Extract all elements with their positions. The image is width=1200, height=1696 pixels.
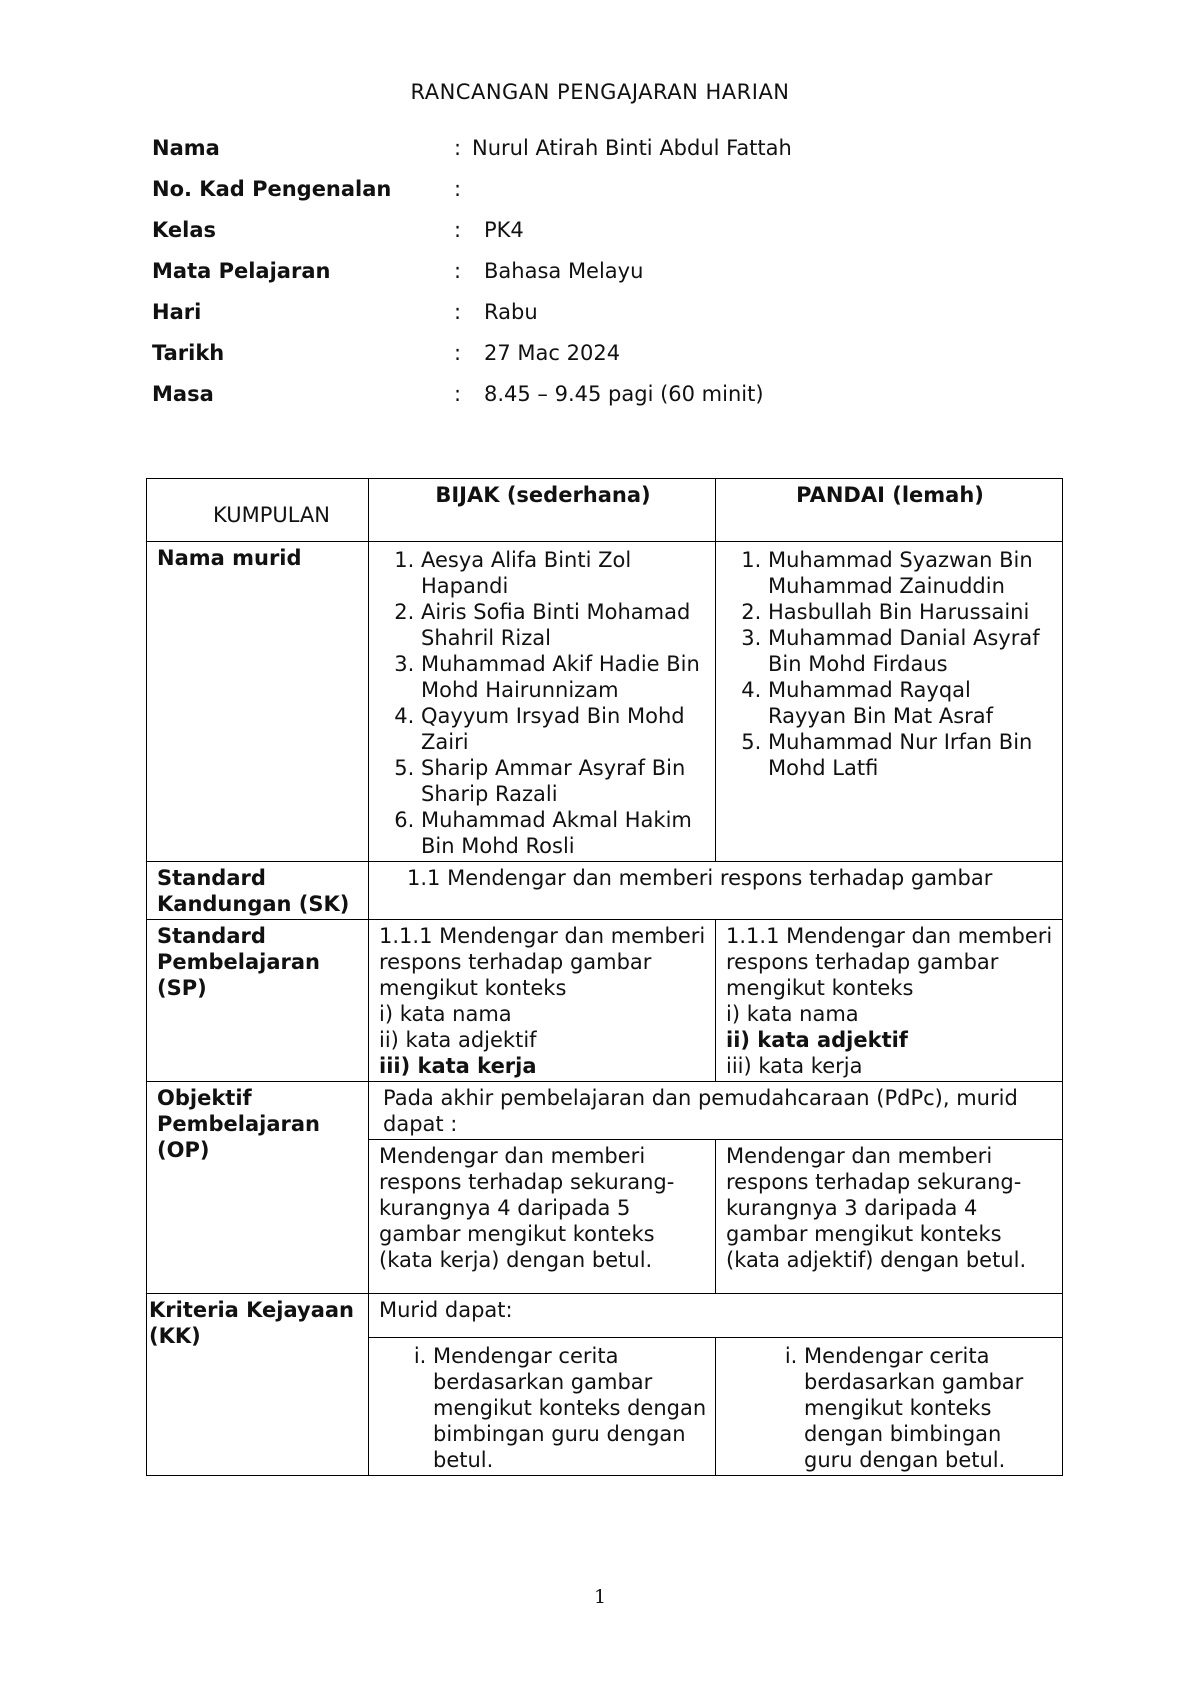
info-label: Kelas: [152, 218, 217, 242]
cell-pandai-kk: [716, 1338, 1063, 1476]
info-row-mata-pelajaran: [152, 259, 1052, 300]
info-value: Nurul Atirah Binti Abdul Fattah: [472, 136, 792, 160]
op-pandai: Mendengar dan memberi respons terhadap sekurang-kurangnya 3 daripada 4 gambar mengikut konteks (kata adjektif) dengan betul.: [716, 1140, 1063, 1294]
info-row-kelas: [152, 218, 1052, 259]
row-label-op: Objektif Pembelajaran (OP): [147, 1082, 369, 1294]
sp-item-iii: iii) kata kerja: [726, 1054, 863, 1078]
list-item: 1. Aesya Alifa Binti Zol Hapandi: [421, 547, 707, 599]
table-row-op-intro: [147, 1082, 1063, 1140]
op-intro: Pada akhir pembelajaran dan pemudahcaraan (PdPc), murid dapat :: [369, 1082, 1063, 1140]
kk-list-pandai: [726, 1343, 1054, 1473]
info-value: PK4: [484, 218, 524, 242]
kk-intro: Murid dapat:: [369, 1294, 1063, 1338]
table-row-sp: [147, 920, 1063, 1082]
info-colon: :: [454, 382, 462, 406]
sp-item-ii: ii) kata adjektif: [379, 1028, 537, 1052]
info-colon: :: [454, 136, 462, 160]
header-bijak: BIJAK (sederhana): [369, 479, 716, 542]
sp-item-i: i) kata nama: [726, 1002, 859, 1026]
info-label: Nama: [152, 136, 220, 160]
table-row-kk-intro: [147, 1294, 1063, 1338]
student-list-bijak: [379, 547, 707, 859]
info-row-masa: [152, 382, 1052, 423]
info-colon: :: [454, 218, 462, 242]
info-label: Tarikh: [152, 341, 225, 365]
list-item: 4. Qayyum Irsyad Bin Mohd Zairi: [421, 703, 707, 755]
list-item: 2. Hasbullah Bin Harussaini: [768, 599, 1054, 625]
info-value: 8.45 – 9.45 pagi (60 minit): [484, 382, 764, 406]
header-pandai: PANDAI (lemah): [716, 479, 1063, 542]
info-colon: :: [454, 177, 462, 201]
info-label: Masa: [152, 382, 214, 406]
row-label-nama-murid: Nama murid: [147, 542, 369, 862]
info-colon: :: [454, 300, 462, 324]
list-item: 3. Muhammad Akif Hadie Bin Mohd Hairunnizam: [421, 651, 707, 703]
list-item: i. Mendengar cerita berdasarkan gambar mengikut konteks dengan bimbingan guru dengan betul.: [433, 1343, 707, 1473]
list-item: 6. Muhammad Akmal Hakim Bin Mohd Rosli: [421, 807, 707, 859]
list-item: 2. Airis Sofia Binti Mohamad Shahril Rizal: [421, 599, 707, 651]
info-row-kad-pengenalan: [152, 177, 1052, 218]
table-row-sk: [147, 862, 1063, 920]
list-item: 3. Muhammad Danial Asyraf Bin Mohd Firdaus: [768, 625, 1054, 677]
list-item: 4. Muhammad Rayqal Rayyan Bin Mat Asraf: [768, 677, 1054, 729]
cell-bijak-sp: [369, 920, 716, 1082]
cell-pandai-sp: [716, 920, 1063, 1082]
info-colon: :: [454, 259, 462, 283]
info-row-tarikh: [152, 341, 1052, 382]
table-row-nama-murid: [147, 542, 1063, 862]
sp-item-ii-highlight: ii) kata adjektif: [726, 1028, 908, 1052]
student-list-pandai: [726, 547, 1054, 781]
row-label-sp: Standard Pembelajaran (SP): [147, 920, 369, 1082]
sp-item-i: i) kata nama: [379, 1002, 512, 1026]
info-section: [152, 136, 1052, 423]
list-item: 5. Muhammad Nur Irfan Bin Mohd Latfi: [768, 729, 1054, 781]
sp-intro: 1.1.1 Mendengar dan memberi respons terhadap gambar mengikut konteks: [726, 924, 1053, 1000]
row-label-sk: Standard Kandungan (SK): [147, 862, 369, 920]
cell-pandai-names: [716, 542, 1063, 862]
sk-text: 1.1 Mendengar dan memberi respons terhadap gambar: [369, 862, 1063, 920]
lesson-plan-table: [146, 478, 1063, 1476]
page-number: 1: [593, 1586, 607, 1608]
sp-item-iii-highlight: iii) kata kerja: [379, 1054, 537, 1078]
document-title: RANCANGAN PENGAJARAN HARIAN: [410, 80, 790, 104]
info-row-hari: [152, 300, 1052, 341]
info-colon: :: [454, 341, 462, 365]
info-value: Rabu: [484, 300, 538, 324]
list-item: i. Mendengar cerita berdasarkan gambar mengikut konteks dengan bimbingan guru dengan betul.: [804, 1343, 1054, 1473]
info-row-nama: [152, 136, 1052, 177]
info-label: Hari: [152, 300, 202, 324]
header-kumpulan: KUMPULAN: [147, 479, 369, 542]
list-item: 1. Muhammad Syazwan Bin Muhammad Zainuddin: [768, 547, 1054, 599]
op-bijak: Mendengar dan memberi respons terhadap sekurang-kurangnya 4 daripada 5 gambar mengikut konteks (kata kerja) dengan betul.: [369, 1140, 716, 1294]
kk-list-bijak: [379, 1343, 707, 1473]
row-label-kk: Kriteria Kejayaan (KK): [147, 1294, 369, 1476]
cell-bijak-kk: [369, 1338, 716, 1476]
info-label: No. Kad Pengenalan: [152, 177, 392, 201]
sp-intro: 1.1.1 Mendengar dan memberi respons terhadap gambar mengikut konteks: [379, 924, 706, 1000]
table-header-row: [147, 479, 1063, 542]
info-value: Bahasa Melayu: [484, 259, 644, 283]
info-label: Mata Pelajaran: [152, 259, 331, 283]
cell-bijak-names: [369, 542, 716, 862]
list-item: 5. Sharip Ammar Asyraf Bin Sharip Razali: [421, 755, 707, 807]
info-value: 27 Mac 2024: [484, 341, 621, 365]
